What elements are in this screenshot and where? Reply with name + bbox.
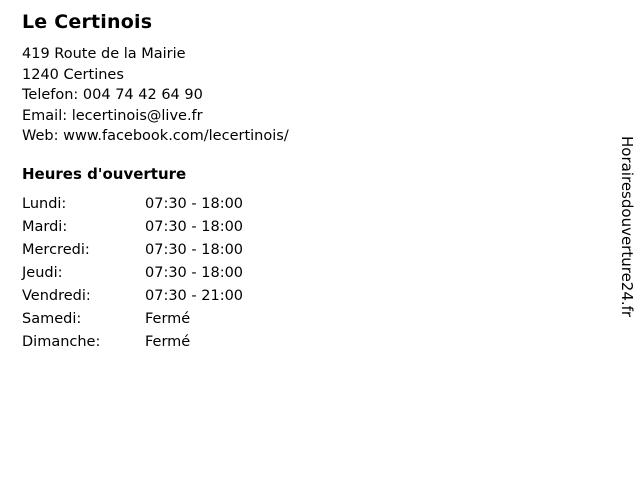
day-hours: 07:30 - 21:00 xyxy=(145,288,244,304)
day-hours: 07:30 - 18:00 xyxy=(145,219,244,235)
day-label: Mercredi: xyxy=(22,242,90,258)
opening-hours-heading: Heures d'ouverture xyxy=(22,165,187,183)
day-label: Dimanche: xyxy=(22,334,101,350)
day-hours: 07:30 - 18:00 xyxy=(145,242,244,258)
table-row xyxy=(22,311,305,334)
opening-hours-table xyxy=(22,196,305,357)
table-row xyxy=(22,265,305,288)
day-label: Vendredi: xyxy=(22,288,91,304)
page-title: Le Certinois xyxy=(22,11,153,33)
day-hours: Fermé xyxy=(145,334,191,350)
day-label: Mardi: xyxy=(22,219,68,235)
table-row xyxy=(22,288,305,311)
watermark-brand: Horairesdouverture24.fr xyxy=(618,136,636,318)
table-row xyxy=(22,242,305,265)
website-line: Web: www.facebook.com/lecertinois/ xyxy=(22,128,289,144)
table-row xyxy=(22,196,305,219)
day-label: Jeudi: xyxy=(22,265,63,281)
address-street: 419 Route de la Mairie xyxy=(22,46,186,62)
day-hours: 07:30 - 18:00 xyxy=(145,265,244,281)
day-hours: 07:30 - 18:00 xyxy=(145,196,244,212)
table-row xyxy=(22,219,305,242)
address-city: 1240 Certines xyxy=(22,66,124,83)
phone-line: Telefon: 004 74 42 64 90 xyxy=(22,87,203,103)
day-label: Samedi: xyxy=(22,311,82,327)
contact-block xyxy=(22,44,289,147)
day-label: Lundi: xyxy=(22,196,67,212)
email-line: Email: lecertinois@live.fr xyxy=(22,107,203,124)
day-hours: Fermé xyxy=(145,311,191,327)
table-row xyxy=(22,334,305,357)
